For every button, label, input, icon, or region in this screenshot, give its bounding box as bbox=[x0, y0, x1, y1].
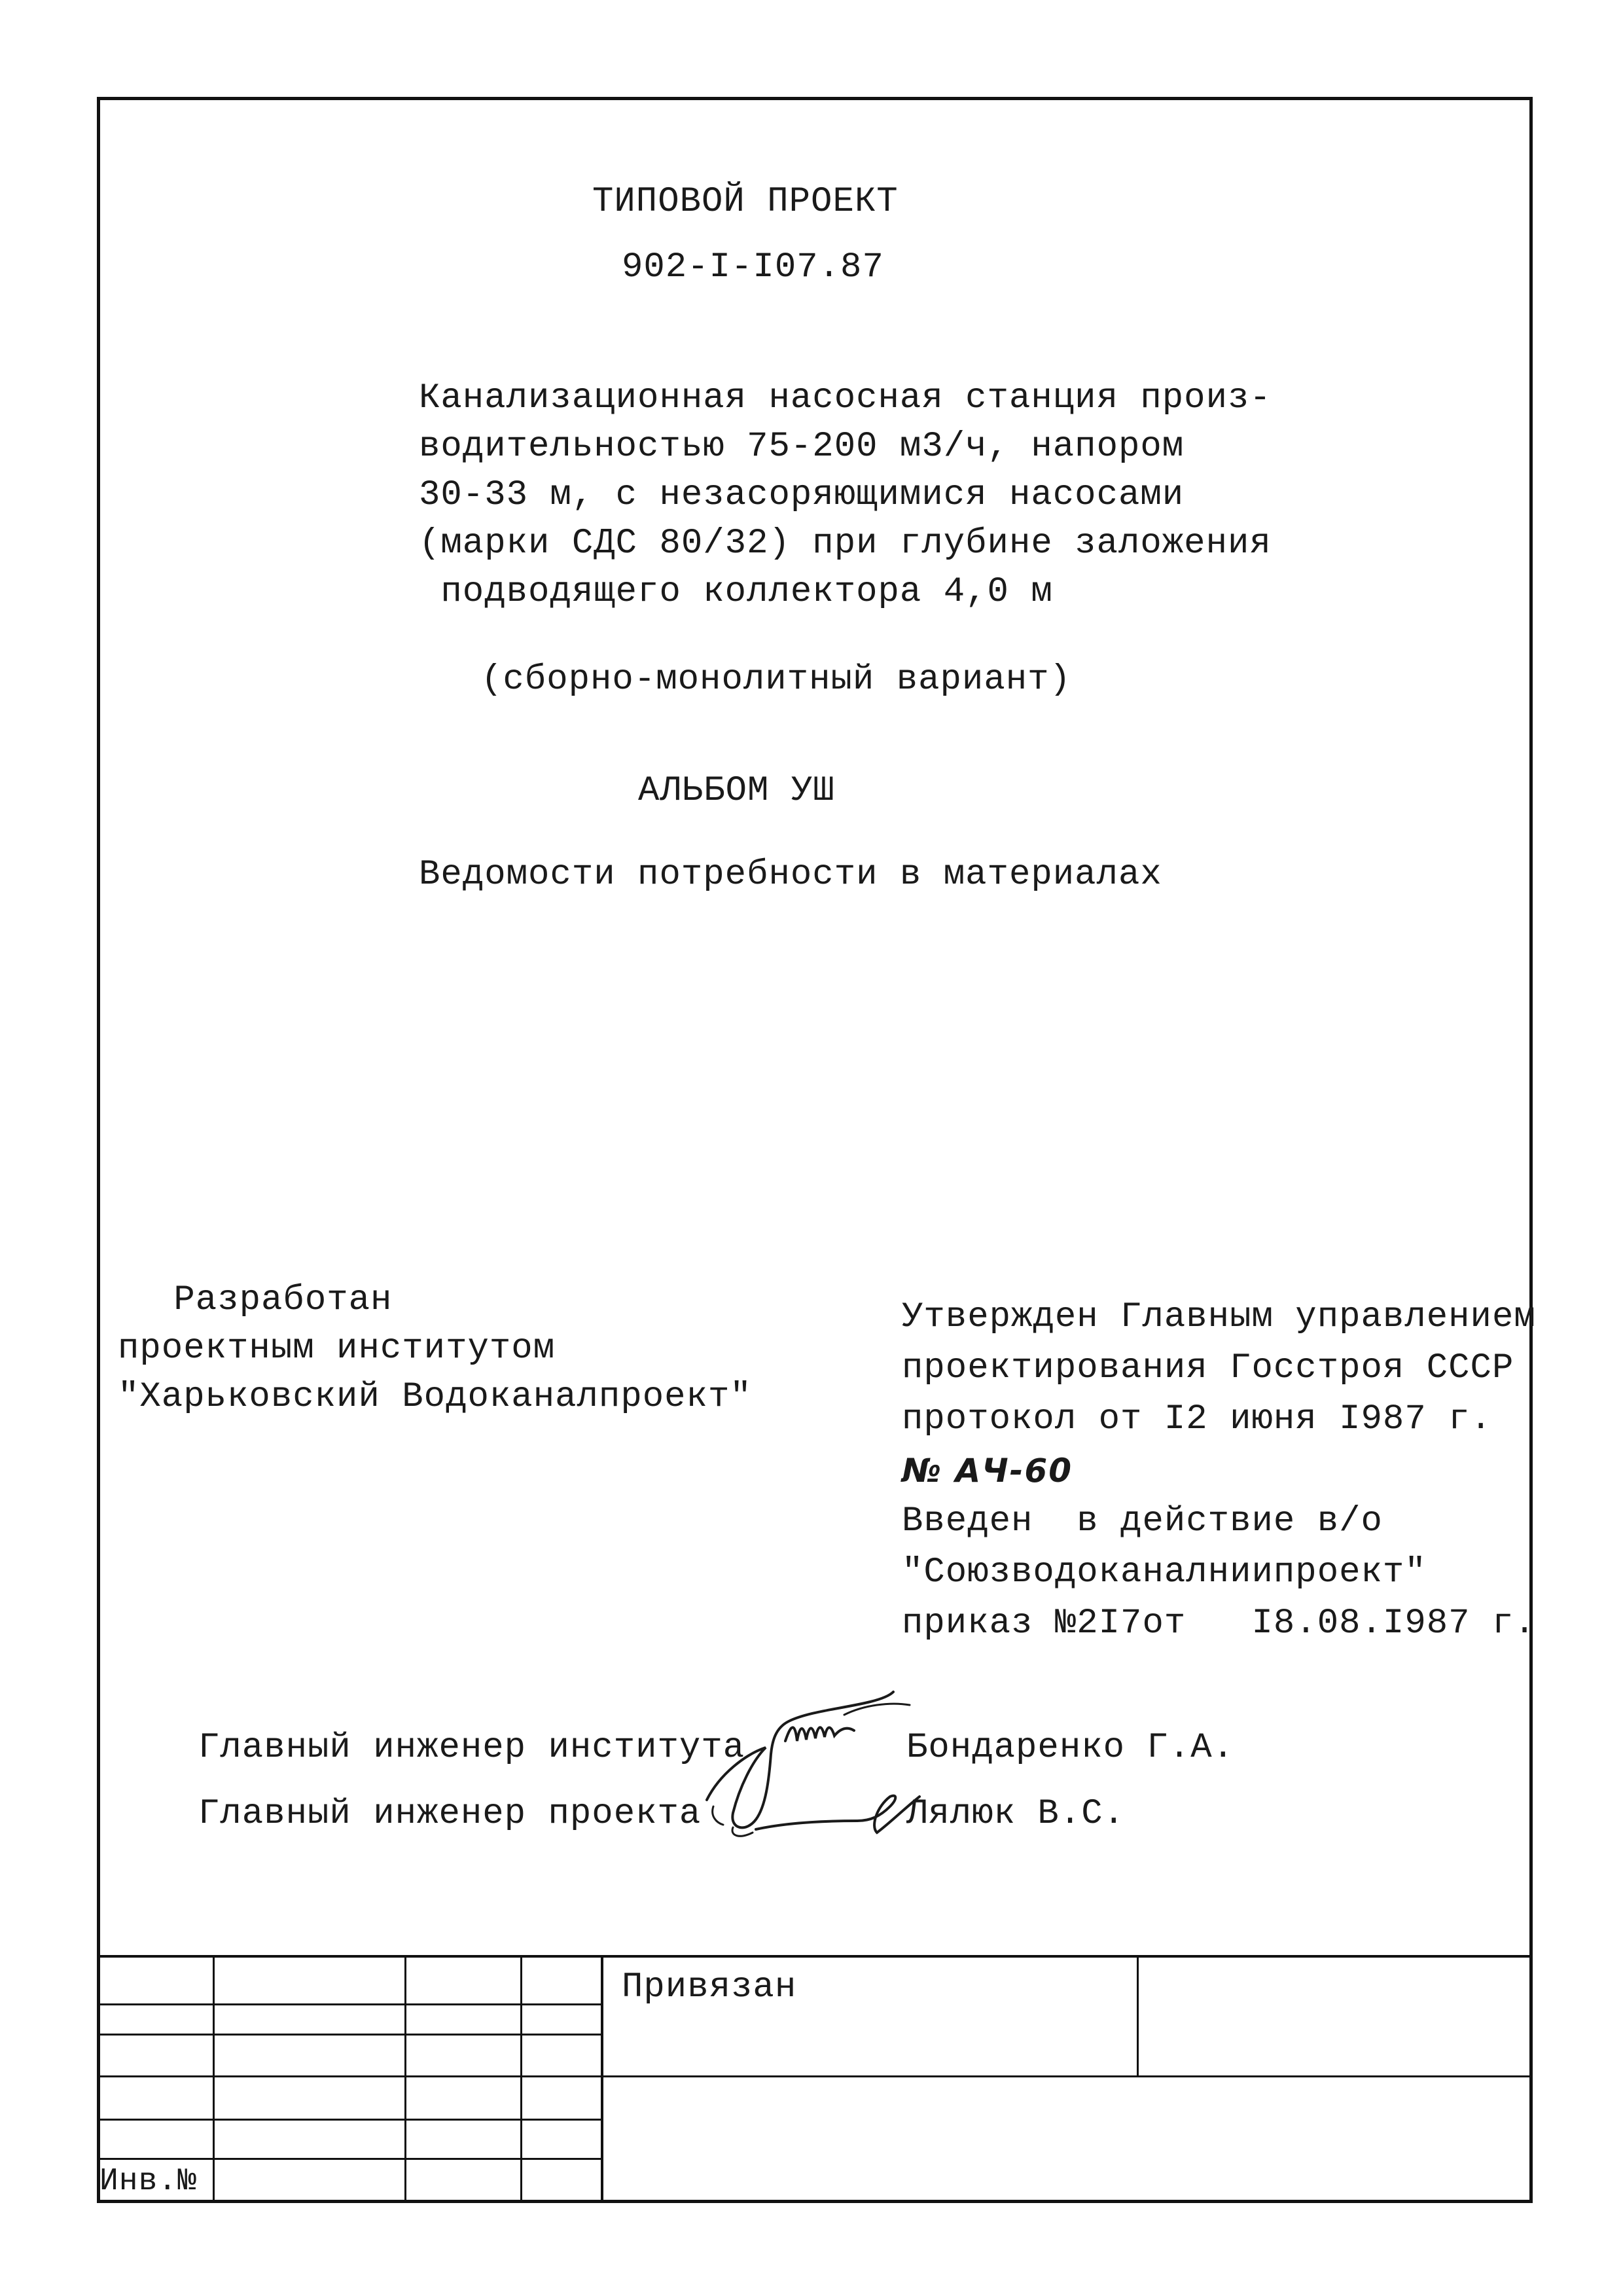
title-line: подводящего коллектора 4,0 м bbox=[419, 572, 1053, 612]
signatory-role: Главный инженер института bbox=[198, 1728, 745, 1768]
signature-image bbox=[694, 1676, 929, 1846]
bound-label: Привязан bbox=[622, 1967, 797, 2007]
title-block-col-line bbox=[213, 1955, 215, 2203]
approval-line: Введен в действие в/о bbox=[902, 1501, 1383, 1541]
title-line: 30-33 м, с незасоряющимися насосами bbox=[419, 475, 1185, 515]
title-block-row-line bbox=[97, 2119, 602, 2121]
album-label: АЛЬБОМ УШ bbox=[638, 771, 835, 811]
title-block-col-line bbox=[520, 1955, 522, 2203]
approval-line: проектирования Госстроя СССР bbox=[902, 1348, 1514, 1388]
title-block-row-line bbox=[97, 2034, 602, 2036]
protocol-number: № АЧ-60 bbox=[902, 1452, 1073, 1490]
approval-line: "Союзводоканалниипроект" bbox=[902, 1552, 1427, 1592]
title-block-row-line bbox=[97, 2003, 602, 2005]
variant-note: (сборно-монолитный вариант) bbox=[481, 660, 1071, 700]
inventory-label: Инв.№ bbox=[99, 2164, 198, 2199]
doc-type: ТИПОВОЙ ПРОЕКТ bbox=[592, 182, 899, 222]
title-block-row-line bbox=[97, 2075, 1533, 2077]
title-line: (марки СДС 80/32) при глубине заложения bbox=[419, 524, 1272, 564]
doc-number: 902-I-I07.87 bbox=[622, 247, 884, 287]
signatory-name: Бондаренко Г.А. bbox=[906, 1728, 1235, 1768]
developer-line: "Харьковский Водоканалпроект" bbox=[118, 1377, 752, 1417]
signatory-name: Лялюк В.С. bbox=[906, 1794, 1126, 1834]
album-subject: Ведомости потребности в материалах bbox=[419, 855, 1162, 895]
approval-line: приказ №2I7от I8.08.I987 г. bbox=[902, 1604, 1536, 1643]
developer-line: проектным институтом bbox=[118, 1329, 556, 1369]
title-line: водительностью 75-200 м3/ч, напором bbox=[419, 427, 1185, 467]
title-block-col-line bbox=[601, 1955, 603, 2203]
title-line: Канализационная насосная станция произ- bbox=[419, 378, 1272, 418]
developer-line: Разработан bbox=[152, 1280, 393, 1320]
title-block-col-line bbox=[1137, 1955, 1139, 2077]
title-block-top-line bbox=[97, 1955, 1533, 1958]
title-block-col-line bbox=[404, 1955, 406, 2203]
approval-line: Утвержден Главным управлением bbox=[902, 1297, 1536, 1337]
approval-line: протокол от I2 июня I987 г. bbox=[902, 1399, 1492, 1439]
signatory-role: Главный инженер проекта bbox=[198, 1794, 702, 1834]
